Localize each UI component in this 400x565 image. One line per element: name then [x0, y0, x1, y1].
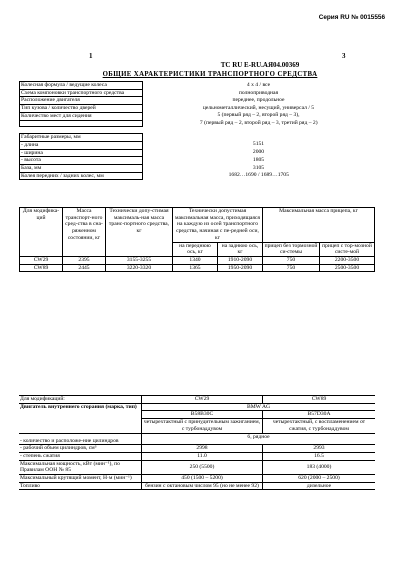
engine-row-value: дизельное — [263, 482, 376, 490]
general-value: 5151 — [252, 141, 265, 148]
mass-header-curb: Масса транспорт-ного сред-ства в сна-ряженном состоянии, кг — [63, 208, 106, 257]
general-row — [20, 105, 375, 113]
general-row — [20, 165, 375, 173]
mass-header-trailer-unbraked: прицеп без тормозной си-стемы — [263, 242, 320, 256]
general-label: Тип кузова / количество дверей — [20, 105, 143, 113]
page-number-right: 3 — [342, 52, 346, 60]
engine-row-value: бензин с октановым числом 95 (но не менее 92) — [142, 482, 263, 490]
engine-code-2: B57D30A — [263, 411, 376, 419]
table-row — [19, 452, 375, 460]
mass-cell: 3155-3255 — [106, 256, 173, 264]
mass-cell: 2200-3500 — [320, 256, 375, 264]
general-value: 7 (первый ряд – 2, второй ряд – 3, третий ряд – 2) — [199, 120, 318, 127]
general-value: 4 x 4 / все — [246, 81, 271, 88]
engine-label: Двигатель внутреннего сгорания (марка, тип) — [19, 403, 142, 433]
general-characteristics-table — [19, 81, 375, 180]
engine-code-1: B58B30C — [142, 411, 263, 419]
mass-cell: 1365 — [173, 264, 218, 272]
mass-cell: 2395 — [63, 256, 106, 264]
engine-mod-2: CW89 — [263, 396, 376, 404]
general-label: Колесная формула / ведущие колеса — [20, 82, 143, 90]
page-number-left: 1 — [89, 52, 93, 60]
mass-cell: CW89 — [20, 264, 63, 272]
general-row — [20, 120, 375, 127]
engine-type-1: четырехтактный с принудительным зажиганием, с турбонаддувом — [142, 419, 263, 433]
engine-row-value: 2998 — [142, 445, 263, 453]
engine-row-value: 183 (4000) — [263, 460, 376, 474]
mass-cell: 750 — [263, 264, 320, 272]
engine-row-label: Топливо — [19, 482, 142, 490]
general-row — [20, 172, 375, 180]
engine-mod-label: Для модификаций: — [19, 396, 142, 404]
mass-header-trailer: Максимальная масса прицепа, кг — [263, 208, 375, 243]
general-label: Схема компоновки транспортного средства — [20, 89, 143, 97]
engine-row-label: - рабочий объем цилиндров, см³ — [19, 445, 142, 453]
general-label — [20, 120, 143, 127]
mass-header-trailer-braked: прицеп с тор-мозной систе-мой — [320, 242, 375, 256]
table-row — [20, 256, 375, 264]
general-value: 1805 — [252, 156, 265, 163]
general-value — [143, 134, 375, 142]
general-row — [20, 82, 375, 90]
engine-row-value: 250 (5500) — [142, 460, 263, 474]
general-value: полноприводная — [238, 89, 279, 96]
mass-table — [19, 207, 375, 272]
general-value: переднее, продольное — [232, 96, 285, 103]
table-row — [19, 433, 375, 445]
table-row — [19, 445, 375, 453]
serial-number: Серия RU № 0015556 — [318, 14, 385, 21]
mass-cell: 3220-3320 — [106, 264, 173, 272]
table-row — [19, 460, 375, 474]
mass-cell: 2500-3500 — [320, 264, 375, 272]
engine-row-value: 16.5 — [263, 452, 376, 460]
general-value: 3105 — [252, 164, 265, 171]
engine-row-value: 450 (1500 – 5200) — [142, 475, 263, 483]
engine-mod-1: CW29 — [142, 396, 263, 404]
spacer-row — [20, 127, 375, 134]
general-value: 1682…1690 / 1689…1705 — [228, 172, 289, 179]
general-label: - длина — [20, 141, 143, 149]
general-value: цельнометаллический, несущий, универсал / 5 — [202, 104, 315, 111]
general-value: 2000 — [252, 149, 265, 156]
general-row — [20, 112, 375, 120]
certificate-number: TC RU E-RU.АЯ04.00369 — [220, 61, 300, 69]
engine-row-label: Максимальная мощность, кВт (мин⁻¹), по Правилам ООН № 85 — [19, 460, 142, 474]
general-label: База, мм — [20, 165, 143, 173]
general-row — [20, 157, 375, 165]
table-row — [19, 482, 375, 490]
mass-cell: 1950-2090 — [218, 264, 263, 272]
engine-row-label: Максимальный крутящий момент, Н·м (мин⁻¹) — [19, 475, 142, 483]
mass-header-mod: Для модифика-ций — [20, 208, 63, 257]
engine-row-value: 11.0 — [142, 452, 263, 460]
engine-make: BMW AG — [142, 403, 376, 411]
general-row — [20, 134, 375, 142]
mass-header-tech: Технически допу-стимая максималь-ная масса транс-портного средства, кг — [106, 208, 173, 257]
engine-row-label: - количество и расположе-ние цилиндров — [19, 433, 142, 445]
mass-cell: 2445 — [63, 264, 106, 272]
mass-cell: CW29 — [20, 256, 63, 264]
general-value: 5 (первый ряд – 2, второй ряд – 3), — [217, 112, 300, 119]
mass-header-axle-front: на переднюю ось, кг — [173, 242, 218, 256]
general-label: Колея передних / задних колес, мм — [20, 172, 143, 180]
general-row — [20, 149, 375, 157]
general-label: - высота — [20, 157, 143, 165]
general-label: Расположение двигателя — [20, 97, 143, 105]
engine-row-value: 6, рядное — [142, 433, 376, 445]
engine-table — [19, 395, 375, 490]
general-row — [20, 141, 375, 149]
section-title: ОБЩИЕ ХАРАКТЕРИСТИКИ ТРАНСПОРТНОГО СРЕДСТВА — [102, 71, 318, 78]
mass-cell: 1340 — [173, 256, 218, 264]
mass-header-axle: Технически допустимая максимальная масса, приходящаяся на каждую из осей транспортного средства, начиная с пе-редней оси, кг — [173, 208, 263, 243]
engine-row-label: - степень сжатия — [19, 452, 142, 460]
general-label: Количество мест для сидения — [20, 112, 143, 120]
general-label: Габаритные размеры, мм — [20, 134, 143, 142]
mass-header-axle-rear: на заднюю ось, кг — [218, 242, 263, 256]
table-row — [20, 264, 375, 272]
general-label: - ширина — [20, 149, 143, 157]
general-row — [20, 97, 375, 105]
mass-cell: 750 — [263, 256, 320, 264]
engine-row-value: 2993 — [263, 445, 376, 453]
mass-cell: 1910-2090 — [218, 256, 263, 264]
table-row — [19, 475, 375, 483]
general-row — [20, 89, 375, 97]
engine-type-2: четырехтактный, с воспламенением от сжатия, с турбонаддувом — [263, 419, 376, 433]
engine-row-value: 620 (2000 – 2500) — [263, 475, 376, 483]
